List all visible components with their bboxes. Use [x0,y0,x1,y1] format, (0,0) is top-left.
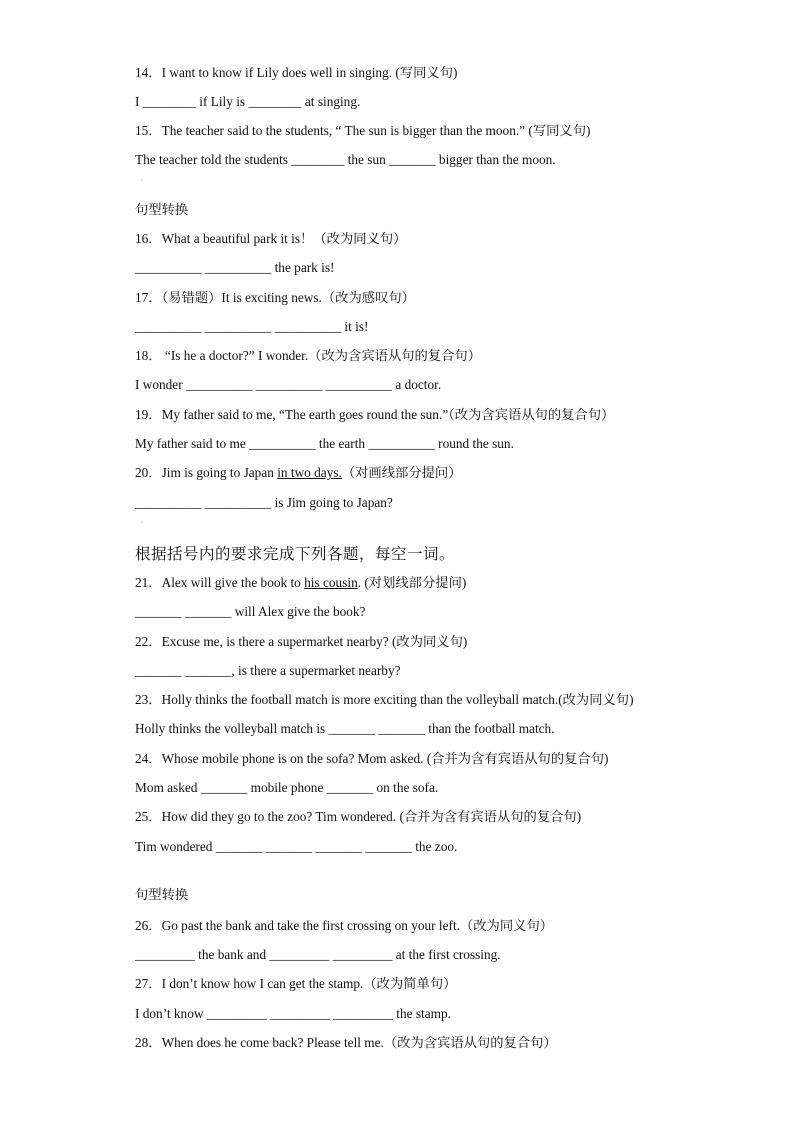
paragraph-mark: · [140,518,143,527]
question-line: 17．（易错题）It is exciting news.（改为感叹句） [135,290,415,305]
answer-line: The teacher told the students ________ the sun _______ bigger than the moon. [135,152,556,167]
answer-line: Tim wondered _______ _______ _______ _______ the zoo. [135,839,458,854]
answer-line: I ________ if Lily is ________ at singing. [135,94,361,109]
question-line: 18． “Is he a doctor?” I wonder.（改为含宾语从句的复合句） [135,348,482,363]
answer-line: _________ the bank and _________ _________ at the first crossing. [135,947,501,962]
instruction-text: . (对划线部分提问) [357,575,467,590]
question-line: 27．I don’t know how I can get the stamp.（改为简单句） [135,976,457,991]
answer-line: I don’t know _________ _________ _________ the stamp. [135,1006,451,1021]
question-line: 28．When does he come back? Please tell me.（改为含宾语从句的复合句） [135,1035,557,1050]
question-line: 22．Excuse me, is there a supermarket nearby? (改为同义句) [135,634,468,649]
question-line: 15．The teacher said to the students, “ The sun is bigger than the moon.” (写同义句) [135,123,591,138]
answer-line: _______ _______ will Alex give the book? [135,604,366,619]
question-line: 23．Holly thinks the football match is more exciting than the volleyball match.(改为同义句) [135,692,634,707]
section-heading: 句型转换 [135,203,189,218]
section-heading: 根据括号内的要求完成下列各题，每空一词。 [135,545,456,563]
answer-line: __________ __________ is Jim going to Japan? [135,495,393,510]
question-text: 20．Jim is going to Japan [135,465,278,480]
answer-line: I wonder __________ __________ __________ a doctor. [135,377,442,392]
answer-line: Mom asked _______ mobile phone _______ on the sofa. [135,780,439,795]
question-line: 19．My father said to me, “The earth goes round the sun.”（改为含宾语从句的复合句） [135,407,615,422]
answer-line: __________ __________ the park is! [135,260,335,275]
underlined-part: his cousin [304,575,358,590]
answer-line: Holly thinks the volleyball match is _______ _______ than the football match. [135,721,555,736]
question-line: 16．What a beautiful park it is！（改为同义句） [135,231,407,246]
section-heading: 句型转换 [135,888,189,903]
question-line: 25．How did they go to the zoo? Tim wondered. (合并为含有宾语从句的复合句) [135,809,582,824]
underlined-part: in two days. [277,465,342,480]
answer-line: __________ __________ __________ it is! [135,319,369,334]
question-text: 21．Alex will give the book to [135,575,305,590]
question-line: 24．Whose mobile phone is on the sofa? Mom asked. (合并为含有宾语从句的复合句) [135,751,609,766]
question-line [135,464,462,482]
question-line [135,574,466,592]
question-line: 26．Go past the bank and take the first crossing on your left.（改为同义句） [135,918,554,933]
answer-line: _______ _______, is there a supermarket nearby? [135,663,401,678]
answer-line: My father said to me __________ the earth __________ round the sun. [135,436,514,451]
question-line: 14．I want to know if Lily does well in singing. (写同义句) [135,65,458,80]
paragraph-mark: · [140,176,143,185]
instruction-text: （对画线部分提问） [341,465,462,480]
